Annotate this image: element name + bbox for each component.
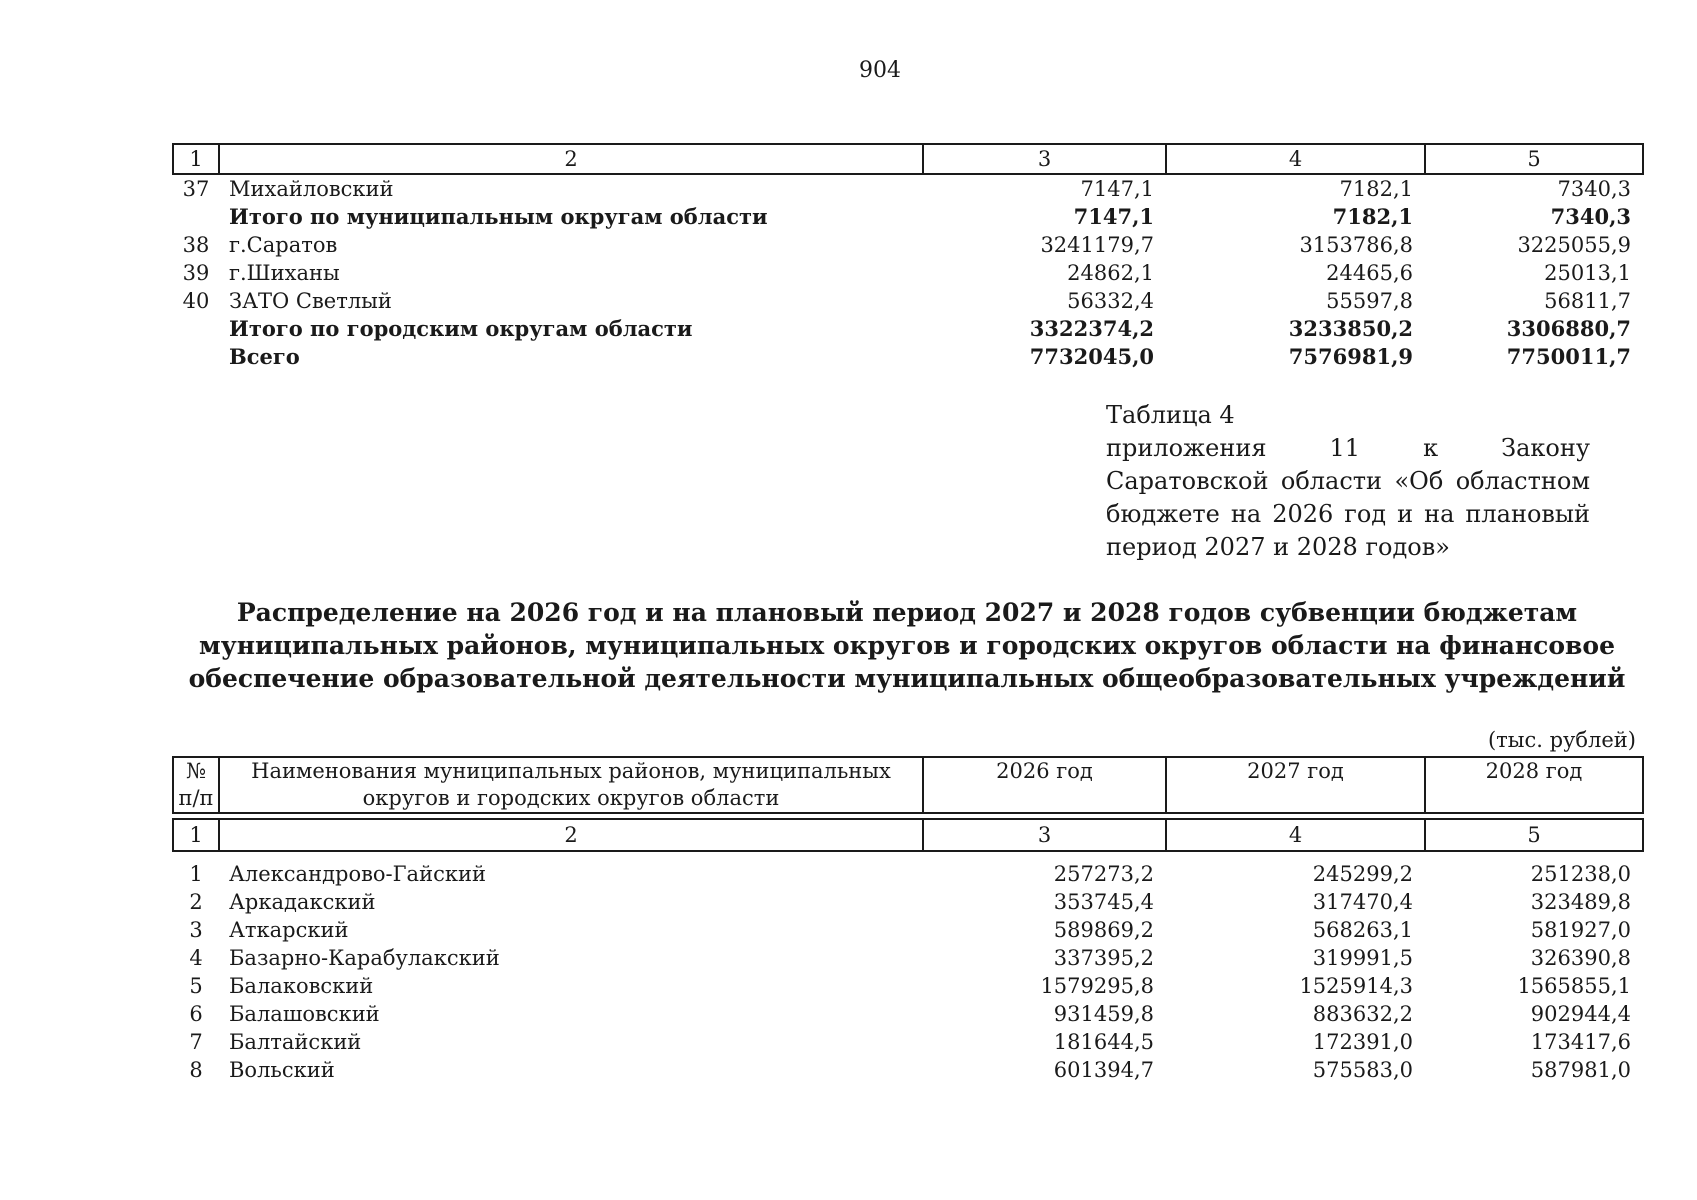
value-2028: 173417,6 xyxy=(1530,1030,1631,1054)
value-2027: 3233850,2 xyxy=(1288,316,1413,341)
value-2026: 3322374,2 xyxy=(1029,316,1154,341)
units-label: (тыс. рублей) xyxy=(1487,728,1636,752)
value-2026: 353745,4 xyxy=(1053,890,1154,914)
value-2026: 337395,2 xyxy=(1053,946,1154,970)
table-row xyxy=(173,231,1643,259)
value-2027: 317470,4 xyxy=(1312,890,1413,914)
value-2028: 56811,7 xyxy=(1544,289,1631,313)
value-2027: 7576981,9 xyxy=(1288,344,1413,369)
value-2028: 251238,0 xyxy=(1530,862,1631,886)
municipality-name: Аткарский xyxy=(229,918,349,942)
subtotal-label: Итого по муниципальным округам области xyxy=(229,204,768,229)
municipality-name: Балтайский xyxy=(229,1030,362,1054)
table-row xyxy=(173,860,1643,888)
header-name: Наименования муниципальных районов, муниципальных округов и городских округов области xyxy=(219,757,923,813)
row-number: 38 xyxy=(182,233,210,257)
value-2026: 56332,4 xyxy=(1067,289,1154,313)
row-number: 6 xyxy=(189,1002,203,1026)
value-2027: 575583,0 xyxy=(1312,1058,1413,1082)
table-row xyxy=(173,916,1643,944)
value-2027: 172391,0 xyxy=(1312,1030,1413,1054)
subtotal-row xyxy=(173,203,1643,231)
row-number: 5 xyxy=(189,974,203,998)
document-heading: Распределение на 2026 год и на плановый период 2027 и 2028 годов субвенции бюджетам муниципальных районов, муниципальных округов и городских округов области на финансовое обеспечение образовательной деятельности муниципальных общеобразовательных учреждений xyxy=(188,598,1626,693)
municipality-name: Аркадакский xyxy=(229,890,376,914)
value-2026: 3241179,7 xyxy=(1040,233,1154,257)
value-2026: 601394,7 xyxy=(1053,1058,1154,1082)
column-number: 1 xyxy=(173,144,219,174)
total-row xyxy=(173,343,1643,371)
value-2027: 24465,6 xyxy=(1326,261,1413,285)
table-row xyxy=(173,1028,1643,1056)
subtotal-row xyxy=(173,315,1643,343)
column-number: 3 xyxy=(923,144,1166,174)
value-2027: 55597,8 xyxy=(1326,289,1413,313)
value-2026: 931459,8 xyxy=(1053,1002,1154,1026)
value-2027: 245299,2 xyxy=(1312,862,1413,886)
value-2026: 181644,5 xyxy=(1053,1030,1154,1054)
header-2027: 2027 год xyxy=(1166,757,1425,813)
table-caption-title: Таблица 4 xyxy=(1106,401,1235,429)
value-2028: 7750011,7 xyxy=(1506,344,1631,369)
column-number: 1 xyxy=(173,819,219,851)
total-label: Всего xyxy=(229,344,300,369)
value-2028: 581927,0 xyxy=(1530,918,1631,942)
row-number xyxy=(173,315,219,343)
value-2027: 568263,1 xyxy=(1312,918,1413,942)
row-number: 8 xyxy=(189,1058,203,1082)
row-number xyxy=(173,203,219,231)
value-2028: 7340,3 xyxy=(1550,204,1631,229)
table-row xyxy=(173,944,1643,972)
value-2028: 1565855,1 xyxy=(1517,974,1631,998)
municipality-name: Базарно-Карабулакский xyxy=(229,946,500,970)
table-continuation xyxy=(172,143,1644,371)
value-2026: 589869,2 xyxy=(1053,918,1154,942)
row-number: 39 xyxy=(182,261,210,285)
row-number: 40 xyxy=(182,289,210,313)
subtotal-label: Итого по городским округам области xyxy=(229,316,693,341)
row-number: 37 xyxy=(182,177,210,201)
column-number: 4 xyxy=(1166,144,1425,174)
header-2026: 2026 год xyxy=(923,757,1166,813)
value-2028: 3306880,7 xyxy=(1506,316,1631,341)
column-number: 2 xyxy=(219,819,923,851)
municipality-name: ЗАТО Светлый xyxy=(229,289,392,313)
municipality-name: Балаковский xyxy=(229,974,374,998)
row-number: 4 xyxy=(189,946,203,970)
value-2027: 883632,2 xyxy=(1312,1002,1413,1026)
value-2026: 7147,1 xyxy=(1080,177,1154,201)
row-number: 7 xyxy=(189,1030,203,1054)
row-number: 1 xyxy=(189,862,203,886)
header-2028: 2028 год xyxy=(1425,757,1643,813)
row-number: 3 xyxy=(189,918,203,942)
column-number: 5 xyxy=(1425,819,1643,851)
value-2028: 3225055,9 xyxy=(1517,233,1631,257)
value-2026: 1579295,8 xyxy=(1040,974,1154,998)
value-2027: 3153786,8 xyxy=(1299,233,1413,257)
value-2028: 902944,4 xyxy=(1530,1002,1631,1026)
value-2026: 24862,1 xyxy=(1067,261,1154,285)
table-row xyxy=(173,1000,1643,1028)
page-number: 904 xyxy=(859,58,901,83)
value-2028: 25013,1 xyxy=(1544,261,1631,285)
table-caption-reference: приложения 11 к Закону Саратовской области «Об областном бюджете на 2026 год и на плановый период 2027 и 2028 годов» xyxy=(1106,434,1590,561)
municipality-name: Балашовский xyxy=(229,1002,380,1026)
municipality-name: Вольский xyxy=(229,1058,335,1082)
table-caption xyxy=(1106,399,1590,564)
value-2028: 326390,8 xyxy=(1530,946,1631,970)
value-2028: 323489,8 xyxy=(1530,890,1631,914)
row-number xyxy=(173,343,219,371)
table-row xyxy=(173,888,1643,916)
column-number-row xyxy=(173,144,1643,174)
value-2027: 319991,5 xyxy=(1312,946,1413,970)
value-2028: 587981,0 xyxy=(1530,1058,1631,1082)
table-row xyxy=(173,287,1643,315)
value-2026: 7732045,0 xyxy=(1029,344,1154,369)
table-row xyxy=(173,174,1643,203)
table-header-row xyxy=(173,757,1643,813)
column-number: 4 xyxy=(1166,819,1425,851)
municipality-name: Михайловский xyxy=(229,177,394,201)
column-number: 3 xyxy=(923,819,1166,851)
municipality-name: г.Саратов xyxy=(229,233,338,257)
row-number: 2 xyxy=(189,890,203,914)
municipality-name: г.Шиханы xyxy=(229,261,340,285)
column-number-row xyxy=(173,819,1643,851)
value-2027: 1525914,3 xyxy=(1299,974,1413,998)
value-2026: 257273,2 xyxy=(1053,862,1154,886)
table-row xyxy=(173,1056,1643,1084)
column-number: 2 xyxy=(219,144,923,174)
municipality-name: Александрово-Гайский xyxy=(229,862,486,886)
value-2027: 7182,1 xyxy=(1332,204,1413,229)
header-number: № п/п xyxy=(173,757,219,813)
value-2028: 7340,3 xyxy=(1557,177,1631,201)
table-row xyxy=(173,259,1643,287)
value-2027: 7182,1 xyxy=(1339,177,1413,201)
column-number: 5 xyxy=(1425,144,1643,174)
value-2026: 7147,1 xyxy=(1073,204,1154,229)
distribution-table xyxy=(172,756,1644,1084)
table-row xyxy=(173,972,1643,1000)
